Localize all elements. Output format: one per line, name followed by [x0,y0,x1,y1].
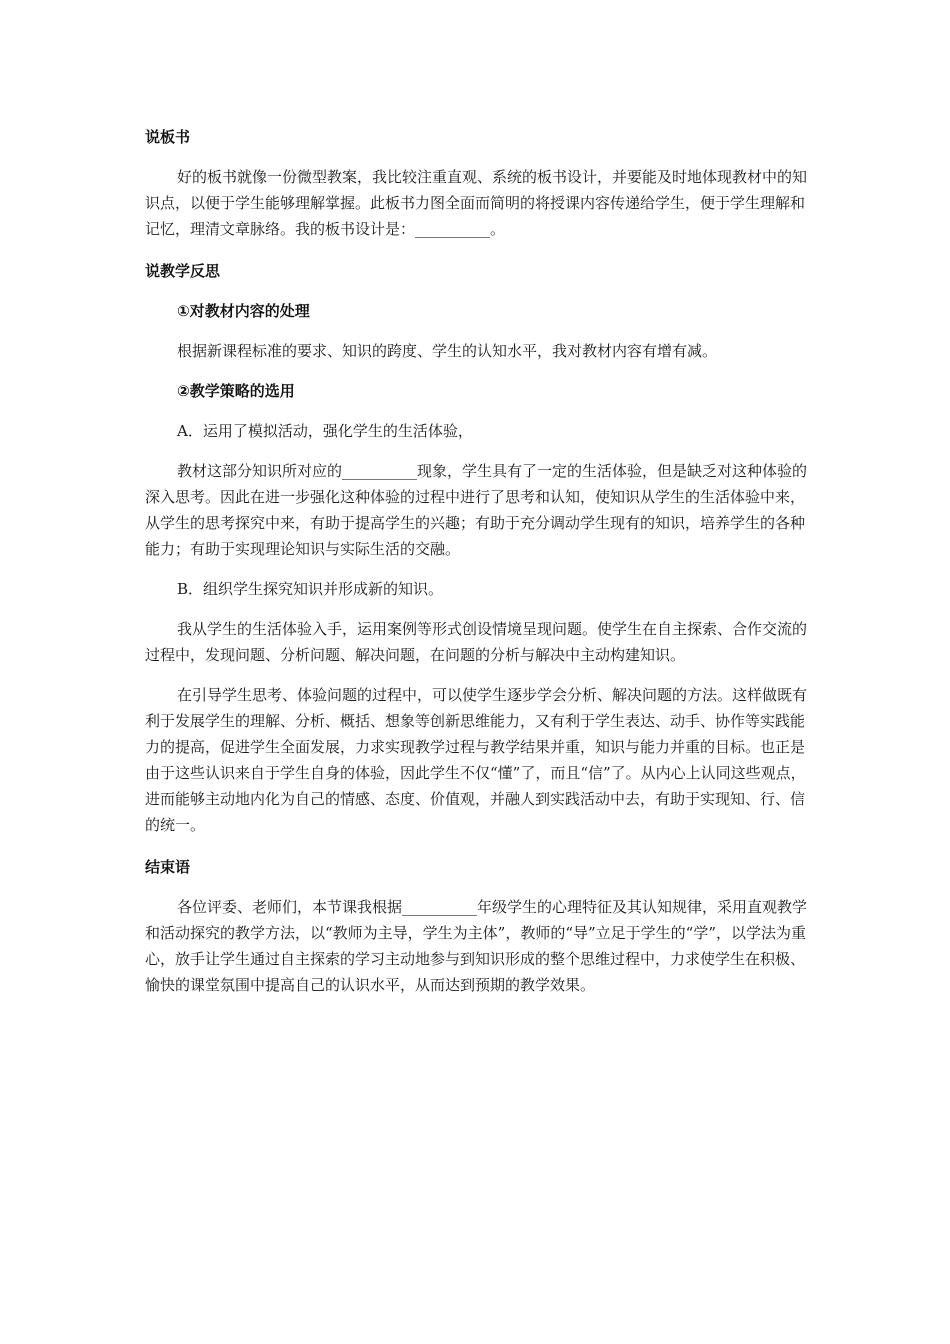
paragraph-strategy-c-text: 在引导学生思考、体验问题的过程中，可以使学生逐步学会分析、解决问题的方法。这样做既有利于发展学生的理解、分析、概括、想象等创新思维能力，又有利于学生表达、动手、协作等实践能力的提高，促进学生全面发展，力求实现教学过程与教学结果并重，知识与能力并重的目标。也正是由于这些认识来自于学生自身的体验，因此学生不仅“懂”了，而且“信”了。从内心上认同这些观点，进而能够主动地内化为自己的情感、态度、价值观，并融人到实践活动中去，有助于实现知、行、信的统一。 [145,686,808,834]
subheading-strategy: ②教学策略的选用 [177,382,295,400]
section-title-reflection: 说教学反思 [145,262,221,280]
paragraph-strategy-a-label: A．运用了模拟活动，强化学生的生活体验， [177,422,473,440]
section-title-closing: 结束语 [145,858,191,876]
paragraph-strategy-b-label: B．组织学生探究知识并形成新的知识。 [177,580,444,598]
subheading-material-handling: ①对教材内容的处理 [177,302,310,320]
paragraph-material-handling: 根据新课程标准的要求、知识的跨度、学生的认知水平，我对教材内容有增有减。 [177,342,718,360]
document-page [145,124,810,998]
paragraph-strategy-a-text: 教材这部分知识所对应的__________现象，学生具有了一定的生活体验，但是缺乏对这种体验的深入思考。因此在进一步强化这种体验的过程中进行了思考和认知，使知识从学生的生活体验中来，从学生的思考探究中来，有助于提高学生的兴趣；有助于充分调动学生现有的知识，培养学生的各种能力；有助于实现理论知识与实际生活的交融。 [145,462,808,558]
section-title-board: 说板书 [145,128,191,146]
paragraph-closing: 各位评委、老师们，本节课我根据__________年级学生的心理特征及其认知规律，采用直观教学和活动探究的教学方法，以“教师为主导，学生为主体”，教师的“导”立足于学生的“学”，以学法为重心，放手让学生通过自主探索的学习主动地参与到知识形成的整个思维过程中，力求使学生在积极、愉快的课堂氛围中提高自己的认识水平，从而达到预期的教学效果。 [145,898,808,994]
paragraph-strategy-b-text: 我从学生的生活体验入手，运用案例等形式创设情境呈现问题。使学生在自主探索、合作交流的过程中，发现问题、分析问题、解决问题，在问题的分析与解决中主动构建知识。 [145,620,808,664]
paragraph-board-design: 好的板书就像一份微型教案，我比较注重直观、系统的板书设计，并要能及时地体现教材中的知识点，以便于学生能够理解掌握。此板书力图全面而简明的将授课内容传递给学生，便于学生理解和记忆，理清文章脉络。我的板书设计是：__________。 [145,168,808,238]
